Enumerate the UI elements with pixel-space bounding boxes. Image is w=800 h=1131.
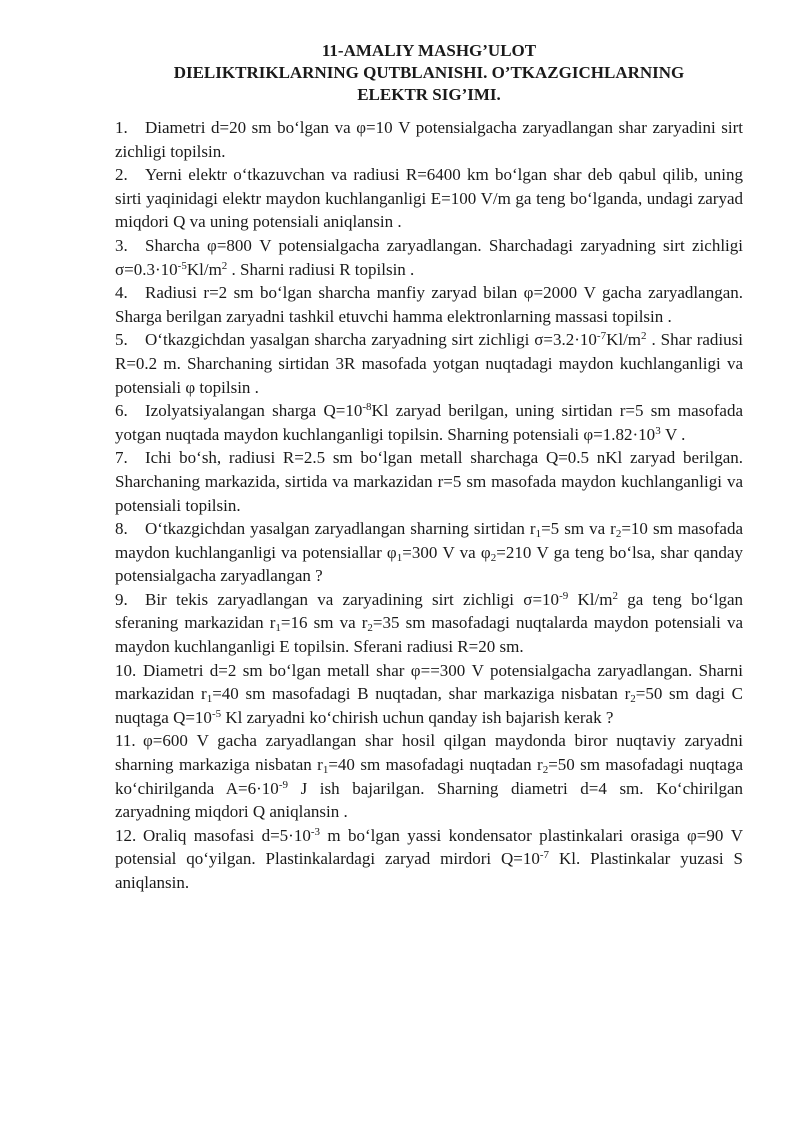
problem-5 bbox=[115, 328, 743, 399]
problem-3 bbox=[115, 234, 743, 281]
problem-text: . Shar radiusi R=0.2 m. Sharchaning sirtidan 3R masofada yotgan nuqtadagi maydon kuchlanganligi va potensiali φ topilsin . bbox=[115, 330, 743, 397]
problem-text: =40 sm masofadagi nuqtadan r bbox=[328, 755, 543, 775]
problem-text: . Sharni radiusi R topilsin . bbox=[227, 259, 415, 279]
document-page bbox=[115, 40, 743, 895]
problem-number: 2. bbox=[115, 165, 128, 185]
exponent: -7 bbox=[596, 330, 607, 343]
title-line-2: DIELIKTRIKLARNING QUTBLANISHI. O’TKAZGICHLARNING bbox=[173, 63, 685, 82]
problem-4 bbox=[115, 281, 743, 328]
exponent: -7 bbox=[539, 849, 550, 862]
problem-text: Kl/m bbox=[606, 330, 642, 350]
problem-number: 12. bbox=[115, 825, 137, 845]
exponent: 2 bbox=[221, 259, 228, 272]
subscript: 2 bbox=[367, 622, 373, 635]
problem-text: Kl zaryad berilgan, uning sirtidan r=5 sm masofada yotgan nuqtada maydon kuchlanganligi topilsin. Sharning potensiali φ=1.82·10 bbox=[115, 401, 743, 444]
exponent: -8 bbox=[362, 401, 372, 414]
problem-text: Ichi bo‘sh, radiusi R=2.5 sm bo‘lgan metall sharchaga Q=0.5 nKl zaryad berilgan. Sharchaning markazida, sirtida va markazidan r=5 sm masofada maydon kuchlanganligi va potensiali topilsin. bbox=[115, 448, 743, 515]
problem-number: 5. bbox=[115, 330, 128, 350]
exponent: -5 bbox=[211, 707, 222, 720]
problem-text: Sharcha φ=800 V potensialgacha zaryadlangan. Sharchadagi zaryadning sirt zichligi σ=0.3·10 bbox=[115, 235, 743, 279]
exponent: -9 bbox=[278, 778, 288, 791]
problem-text: φ=600 V gacha zaryadlangan shar hosil qilgan maydonda biror nuqtaviy zaryadni sharning markaziga nisbatan r bbox=[115, 731, 743, 775]
problem-11 bbox=[115, 729, 743, 823]
problem-list bbox=[115, 116, 743, 895]
problem-text: Diametri d=2 sm bo‘lgan metall shar φ==300 V potensialgacha zaryadlangan. Sharni markazidan r bbox=[115, 660, 743, 704]
problem-text: O‘tkazgichdan yasalgan sharcha zaryadning sirt zichligi σ=3.2·10 bbox=[145, 330, 597, 350]
problem-text: J ish bajarilgan. Sharning diametri d=4 sm. Ko‘chirilgan zaryadning miqdori Q aniqlansin . bbox=[115, 778, 743, 822]
exponent: -5 bbox=[177, 259, 187, 272]
subscript: 2 bbox=[615, 528, 622, 541]
subscript: 2 bbox=[542, 764, 549, 777]
problem-6 bbox=[115, 399, 743, 446]
problem-text: =50 sm dagi C nuqtaga Q=10 bbox=[115, 684, 743, 727]
problem-number: 10. bbox=[115, 660, 137, 680]
problem-number: 11. bbox=[115, 731, 136, 751]
subscript: 2 bbox=[490, 551, 497, 564]
problem-number: 8. bbox=[115, 519, 128, 539]
problem-text: =10 sm masofada maydon kuchlanganligi va potensiallar φ bbox=[115, 519, 743, 562]
problem-12 bbox=[115, 824, 743, 895]
document-title bbox=[115, 40, 743, 106]
problem-text: Yerni elektr o‘tkazuvchan va radiusi R=6400 km bo‘lgan shar deb qabul qilib, uning sirti yaqinidagi elektr maydon kuchlanganligi E=100 V/m ga teng bo‘lganda, undagi zaryad miqdori Q va uning potensiali aniqlansin . bbox=[115, 165, 743, 232]
problem-text: Kl/m bbox=[568, 589, 613, 609]
problem-text: Radiusi r=2 sm bo‘lgan sharcha manfiy zaryad bilan φ=2000 V gacha zaryadlangan. Sharga berilgan zaryadni tashkil etuvchi hamma elektronlarning massasi topilsin . bbox=[115, 283, 743, 326]
problem-1 bbox=[115, 116, 743, 163]
problem-10 bbox=[115, 659, 743, 730]
problem-text: =50 sm masofadagi nuqtaga ko‘chirilganda A=6·10 bbox=[115, 755, 743, 798]
exponent: 3 bbox=[655, 424, 661, 437]
problem-text: =300 V va φ bbox=[402, 542, 491, 562]
exponent: 2 bbox=[612, 589, 618, 602]
problem-text: Bir tekis zaryadlangan va zaryadining sirt zichligi σ=10 bbox=[145, 589, 560, 609]
subscript: 1 bbox=[322, 764, 329, 777]
subscript: 1 bbox=[206, 693, 213, 706]
subscript: 1 bbox=[535, 528, 542, 541]
subscript: 1 bbox=[396, 551, 403, 564]
problem-text: Kl/m bbox=[186, 259, 222, 279]
problem-8 bbox=[115, 517, 743, 588]
problem-text: Diametri d=20 sm bo‘lgan va φ=10 V potensialgacha zaryadlangan shar zaryadini sirt zichligi topilsin. bbox=[115, 118, 743, 161]
exponent: -3 bbox=[310, 825, 321, 838]
problem-text: =40 sm masofadagi B nuqtadan, shar markaziga nisbatan r bbox=[212, 684, 631, 704]
subscript: 1 bbox=[275, 622, 281, 635]
problem-number: 3. bbox=[115, 235, 128, 255]
subscript: 2 bbox=[630, 693, 636, 706]
title-line-3: ELEKTR SIG’IMI. bbox=[357, 85, 501, 104]
problem-text: =210 V ga teng bo‘lsa, shar qanday potensialgacha zaryadlangan ? bbox=[115, 542, 743, 586]
problem-text: V . bbox=[660, 424, 686, 444]
title-line-1: 11-AMALIY MASHG’ULOT bbox=[321, 41, 537, 60]
problem-text: m bo‘lgan yassi kondensator plastinkalari orasiga φ=90 V potensial qo‘yilgan. Plastinkalardagi zaryad mirdori Q=10 bbox=[115, 825, 743, 869]
exponent: 2 bbox=[641, 330, 647, 343]
problem-number: 7. bbox=[115, 448, 128, 468]
problem-number: 1. bbox=[115, 118, 128, 137]
problem-9 bbox=[115, 588, 743, 659]
problem-number: 6. bbox=[115, 401, 128, 421]
problem-text: ga teng bo‘lgan sferaning markazidan r bbox=[115, 589, 743, 633]
problem-text: Kl zaryadni ko‘chirish uchun qanday ish bajarish kerak ? bbox=[221, 707, 614, 727]
problem-number: 9. bbox=[115, 589, 128, 609]
problem-text: Kl. Plastinkalar yuzasi S aniqlansin. bbox=[115, 849, 743, 892]
problem-text: =5 sm va r bbox=[541, 519, 616, 539]
problem-text: Izolyatsiyalangan sharga Q=10 bbox=[145, 401, 363, 421]
problem-7 bbox=[115, 446, 743, 517]
exponent: -9 bbox=[559, 589, 569, 602]
problem-text: Oraliq masofasi d=5·10 bbox=[143, 825, 311, 845]
problem-number: 4. bbox=[115, 283, 128, 303]
problem-2 bbox=[115, 163, 743, 234]
problem-text: =35 sm masofadagi nuqtalarda maydon potensiali va maydon kuchlanganligi E topilsin. Sferani radiusi R=20 sm. bbox=[115, 613, 743, 657]
problem-text: =16 sm va r bbox=[280, 613, 368, 633]
problem-text: O‘tkazgichdan yasalgan zaryadlangan sharning sirtidan r bbox=[145, 519, 536, 539]
